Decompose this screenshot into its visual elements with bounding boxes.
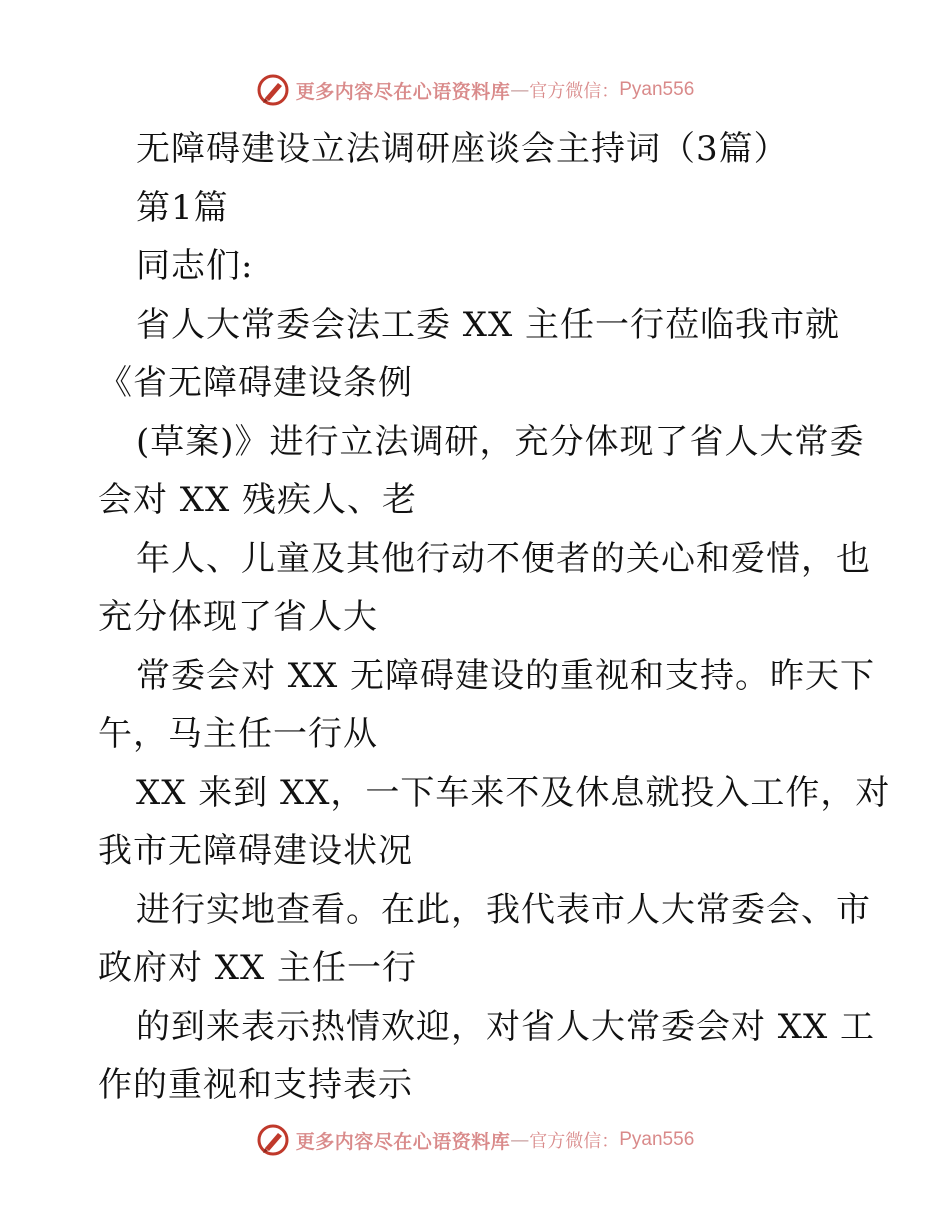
body-line: 的到来表示热情欢迎，对省人大常委会对 XX 工	[136, 1006, 876, 1047]
document-body	[98, 120, 891, 1115]
watermark-wechat-label: 官方微信：	[529, 1131, 620, 1152]
footer-watermark	[0, 1120, 950, 1160]
body-line: 《省无障碍建设条例	[98, 363, 413, 403]
document-title: 无障碍建设立法调研座谈会主持词（3篇）	[136, 129, 789, 169]
watermark-dash: —	[510, 1129, 530, 1151]
body-line: 作的重视和支持表示	[98, 1065, 413, 1105]
watermark-wechat-id: Pyan556	[619, 1129, 695, 1150]
watermark-text: 更多内容尽在心语资料库	[295, 1130, 511, 1153]
watermark-wechat-id: Pyan556	[619, 79, 695, 100]
body-line: 政府对 XX 主任一行	[98, 948, 418, 988]
body-line: 进行实地查看。在此，我代表市人大常委会、市	[136, 889, 871, 930]
body-line: 省人大常委会法工委 XX 主任一行莅临我市就	[136, 304, 841, 345]
pen-logo-icon	[256, 73, 290, 107]
body-line: 常委会对 XX 无障碍建设的重视和支持。昨天下	[136, 655, 876, 696]
body-line: 充分体现了省人大	[98, 597, 378, 637]
body-line: (草案)》进行立法调研，充分体现了省人大常委	[136, 421, 865, 462]
watermark-dash: —	[510, 79, 530, 101]
body-line: 会对 XX 残疾人、老	[98, 480, 418, 520]
section-heading: 第1篇	[136, 187, 229, 228]
header-watermark	[0, 70, 950, 110]
body-line: 我市无障碍建设状况	[98, 831, 413, 871]
body-line: 年人、儿童及其他行动不便者的关心和爱惜，也	[136, 538, 871, 579]
body-line: XX 来到 XX，一下车来不及休息就投入工作，对	[136, 772, 891, 813]
body-line: 午，马主任一行从	[98, 714, 378, 754]
watermark-text: 更多内容尽在心语资料库	[295, 80, 511, 103]
salutation: 同志们:	[136, 246, 254, 286]
pen-logo-icon	[256, 1123, 290, 1157]
watermark-wechat-label: 官方微信：	[529, 81, 620, 102]
